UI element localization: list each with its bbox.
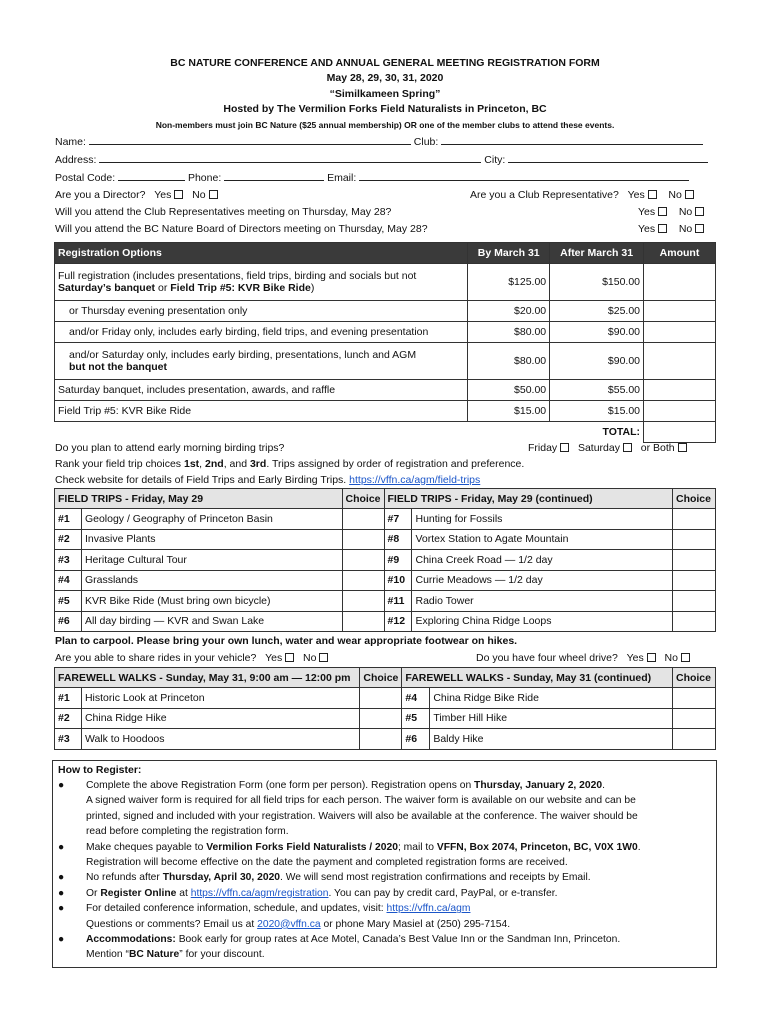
reg-amount-input[interactable] — [644, 264, 716, 301]
walk-code: #5 — [402, 708, 430, 729]
list-item: ● Complete the above Registration Form (one form per person). Registration opens on Thursday, January 2, 2020. A signed waiver form is required for all field trips for each person. The waiver form is available on our website and can be printed, signed and included with your registration. Waivers will also be available at the conference. The waiver should be read before completing the registration form. — [58, 780, 638, 838]
choice-header: Choice — [342, 489, 384, 509]
farewell-right-header: FAREWELL WALKS - Sunday, May 31 (continued) — [402, 668, 673, 688]
reg-option-label — [55, 264, 468, 301]
club-rep-label: Are you a Club Representative? — [470, 189, 619, 201]
both-label: or Both — [640, 442, 675, 454]
reg-option-label: and/or Friday only, includes early birding, field trips, and evening presentation — [55, 322, 468, 343]
walk-name: China Ridge Hike — [81, 708, 359, 729]
share-rides-label: Are you able to share rides in your vehicle? — [55, 652, 257, 664]
fwd-label: Do you have four wheel drive? — [476, 652, 618, 664]
farewell-left-header: FAREWELL WALKS - Sunday, May 31, 9:00 am — 12:00 pm — [55, 668, 360, 688]
walk-code: #6 — [402, 729, 430, 750]
field-trips-link[interactable]: https://vffn.ca/agm/field-trips — [349, 474, 481, 486]
director-question — [55, 189, 218, 201]
reg-amount-input[interactable] — [644, 322, 716, 343]
event-host: Hosted by The Vermilion Forks Field Naturalists in Princeton, BC — [223, 103, 547, 115]
phone-label: Phone: — [187, 172, 222, 184]
name-field[interactable] — [89, 135, 411, 145]
total-label: TOTAL: — [602, 426, 641, 439]
reg-option-bold: Field Trip #5: KVR Bike Ride — [170, 282, 311, 294]
reg-amount-input[interactable] — [644, 301, 716, 322]
reg-price-late: $55.00 — [550, 380, 644, 401]
email-field[interactable] — [359, 171, 689, 181]
no-label: No — [678, 223, 693, 235]
trip-name: KVR Bike Ride (Must bring own bicycle) — [81, 591, 342, 612]
postal-label: Postal Code: — [55, 172, 116, 184]
reg-option-label: Saturday banquet, includes presentation, awards, and raffle — [55, 380, 468, 401]
walk-name: Walk to Hoodoos — [81, 729, 359, 750]
club-rep-meeting-label: Will you attend the Club Representatives meeting on Thursday, May 28? — [55, 206, 392, 218]
reg-price-early: $80.00 — [468, 322, 550, 343]
reg-price-early: $80.00 — [468, 343, 550, 380]
agm-link[interactable]: https://vffn.ca/agm — [386, 903, 471, 915]
yes-label: Yes — [638, 206, 656, 218]
board-meeting-yes-checkbox[interactable] — [658, 224, 667, 233]
yes-label: Yes — [627, 189, 645, 201]
trip-choice-input[interactable] — [672, 611, 715, 632]
walk-name: Baldy Hike — [430, 729, 673, 750]
director-label: Are you a Director? — [55, 189, 146, 201]
rank-text: , — [199, 458, 206, 470]
reg-option-bold: Saturday’s banquet — [58, 282, 156, 294]
walk-choice-input[interactable] — [360, 688, 402, 709]
trip-code: #8 — [384, 529, 412, 550]
reg-price-late: $150.00 — [550, 264, 644, 301]
yes-label: Yes — [638, 223, 656, 235]
club-rep-meeting-no-checkbox[interactable] — [695, 207, 704, 216]
reg-option-text: or — [155, 282, 171, 294]
postal-field[interactable] — [118, 171, 185, 181]
birding-friday-checkbox[interactable] — [560, 443, 569, 452]
rank-instructions — [55, 458, 524, 470]
walk-choice-input[interactable] — [360, 729, 402, 750]
address-label: Address: — [55, 154, 97, 166]
reg-option-label — [55, 343, 468, 380]
reg-price-late: $90.00 — [550, 322, 644, 343]
no-label: No — [303, 652, 317, 664]
trip-code: #11 — [384, 591, 412, 612]
name-row — [55, 135, 703, 148]
table-row — [55, 264, 716, 301]
trip-name: Vortex Station to Agate Mountain — [412, 529, 673, 550]
phone-field[interactable] — [224, 171, 324, 181]
list-item: ● Make cheques payable to Vermilion Forks Field Naturalists / 2020; mail to VFFN, Box 2074, Princeton, BC, V0X 1W0. Registration will become effective on the date the payment and completed registration forms are received. — [58, 841, 641, 869]
board-meeting-options — [638, 223, 704, 235]
bullet-icon: ● — [58, 872, 65, 884]
contact-row — [55, 171, 689, 184]
no-label: No — [678, 206, 693, 218]
walk-code: #3 — [55, 729, 82, 750]
fwd-no-checkbox[interactable] — [681, 653, 690, 662]
club-field[interactable] — [441, 135, 703, 145]
yes-label: Yes — [265, 652, 283, 664]
yes-label: Yes — [154, 189, 172, 201]
list-item: ● Accommodations: Book early for group rates at Ace Motel, Canada’s Best Value Inn or the Sandman Inn, Princeton. Mention “BC Nature” for your discount. — [58, 934, 621, 961]
table-row — [55, 509, 716, 530]
rank-first: 1st — [183, 458, 200, 470]
walk-code: #2 — [55, 708, 82, 729]
choice-header: Choice — [360, 668, 402, 688]
rank-text: Rank your field trip choices — [55, 458, 184, 470]
trip-choice-input[interactable] — [672, 550, 715, 571]
trip-name: China Creek Road — 1/2 day — [412, 550, 673, 571]
reg-price-late: $15.00 — [550, 401, 644, 422]
trip-choice-input[interactable] — [342, 611, 384, 632]
bullet-icon: ● — [58, 887, 65, 899]
table-row — [55, 401, 716, 422]
registration-options-table — [54, 242, 716, 443]
trip-name: Geology / Geography of Princeton Basin — [81, 509, 342, 530]
reg-amount-input[interactable] — [644, 343, 716, 380]
email-label: Email: — [327, 172, 357, 184]
reg-header-late: After March 31 — [550, 243, 644, 264]
birding-question: Do you plan to attend early morning birding trips? — [55, 442, 285, 454]
trip-code: #5 — [55, 591, 82, 612]
table-row — [55, 708, 716, 729]
address-row — [55, 153, 708, 166]
walk-choice-input[interactable] — [672, 729, 715, 750]
trip-choice-input[interactable] — [342, 509, 384, 530]
reg-price-late: $90.00 — [550, 343, 644, 380]
no-label: No — [668, 189, 682, 201]
trip-code: #4 — [55, 570, 82, 591]
reg-price-early: $125.00 — [468, 264, 550, 301]
table-row — [55, 729, 716, 750]
friday-label: Friday — [528, 442, 558, 454]
list-item: ● No refunds after Thursday, April 30, 2020. We will send most registration confirmations and receipts by Email. — [58, 870, 711, 885]
reg-option-label: or Thursday evening presentation only — [55, 301, 468, 322]
field-trips-right-header: FIELD TRIPS - Friday, May 29 (continued) — [384, 489, 672, 509]
trip-code: #7 — [384, 509, 412, 530]
trip-choice-input[interactable] — [672, 509, 715, 530]
event-theme: “Similkameen Spring” — [329, 88, 441, 100]
trip-choice-input[interactable] — [342, 570, 384, 591]
reg-header-options: Registration Options — [55, 243, 468, 264]
reg-price-early: $15.00 — [468, 401, 550, 422]
trip-code: #12 — [384, 611, 412, 632]
club-rep-no-checkbox[interactable] — [685, 190, 694, 199]
walk-choice-input[interactable] — [672, 688, 715, 709]
bullet-icon: ● — [58, 934, 65, 946]
form-title: BC NATURE CONFERENCE AND ANNUAL GENERAL MEETING REGISTRATION FORM — [170, 57, 600, 69]
bullet-icon: ● — [58, 841, 65, 853]
walk-name: China Ridge Bike Ride — [430, 688, 673, 709]
walk-choice-input[interactable] — [672, 708, 715, 729]
club-rep-yes-checkbox[interactable] — [648, 190, 657, 199]
saturday-label: Saturday — [577, 442, 620, 454]
trip-choice-input[interactable] — [342, 591, 384, 612]
share-rides-question — [55, 652, 328, 664]
membership-note: Non-members must join BC Nature ($25 annual membership) OR one of the member clubs to attend these events. — [155, 120, 615, 130]
reg-header-early: By March 31 — [468, 243, 550, 264]
table-row — [55, 301, 716, 322]
address-field[interactable] — [99, 153, 481, 163]
table-row — [55, 550, 716, 571]
walk-name: Historic Look at Princeton — [81, 688, 359, 709]
table-row — [55, 570, 716, 591]
table-row — [55, 591, 716, 612]
club-rep-meeting-options — [638, 206, 704, 218]
trip-choice-input[interactable] — [342, 550, 384, 571]
reg-option-text: Full registration (includes presentations, field trips, birding and socials but not — [58, 270, 417, 282]
trip-choice-input[interactable] — [672, 529, 715, 550]
reg-amount-input[interactable] — [644, 380, 716, 401]
website-note — [55, 474, 480, 486]
table-row — [55, 529, 716, 550]
walk-code: #4 — [402, 688, 430, 709]
walk-choice-input[interactable] — [360, 708, 402, 729]
how-to-register-title: How to Register: — [58, 764, 142, 776]
reg-header-amount: Amount — [644, 243, 716, 264]
share-rides-no-checkbox[interactable] — [319, 653, 328, 662]
club-label: Club: — [413, 136, 439, 148]
trip-name: Grasslands — [81, 570, 342, 591]
name-label: Name: — [55, 136, 86, 148]
trip-name: Exploring China Ridge Loops — [412, 611, 673, 632]
fwd-yes-checkbox[interactable] — [647, 653, 656, 662]
total-row — [55, 422, 716, 443]
share-rides-yes-checkbox[interactable] — [285, 653, 294, 662]
trip-code: #10 — [384, 570, 412, 591]
registration-link[interactable]: https://vffn.ca/agm/registration — [190, 887, 329, 899]
trip-code: #6 — [55, 611, 82, 632]
choice-header: Choice — [672, 489, 715, 509]
reg-option-bold: but not the banquet — [69, 361, 167, 373]
field-trips-table — [54, 488, 716, 632]
city-field[interactable] — [508, 153, 708, 163]
trip-name: Hunting for Fossils — [412, 509, 673, 530]
no-label: No — [664, 652, 678, 664]
trip-name: Heritage Cultural Tour — [81, 550, 342, 571]
four-wheel-drive-question — [476, 652, 690, 664]
director-no-checkbox[interactable] — [209, 190, 218, 199]
birding-both-checkbox[interactable] — [678, 443, 687, 452]
list-item: ● Or Register Online at https://vffn.ca/agm/registration. You can pay by credit card, PayPal, or e-transfer. — [58, 886, 711, 901]
birding-options — [528, 442, 687, 454]
rank-text: , and — [223, 458, 250, 470]
director-yes-checkbox[interactable] — [174, 190, 183, 199]
trip-choice-input[interactable] — [672, 591, 715, 612]
club-rep-meeting-yes-checkbox[interactable] — [658, 207, 667, 216]
trip-name: Radio Tower — [412, 591, 673, 612]
yes-label: Yes — [626, 652, 644, 664]
reg-price-late: $25.00 — [550, 301, 644, 322]
bullet-icon: ● — [58, 780, 65, 791]
rank-text: . Trips assigned by order of registration and preference. — [266, 458, 525, 470]
rank-third: 3rd — [249, 458, 267, 470]
table-row — [55, 611, 716, 632]
email-link[interactable]: 2020@vffn.ca — [257, 918, 321, 930]
bullet-icon: ● — [58, 903, 65, 915]
board-meeting-label: Will you attend the BC Nature Board of Directors meeting on Thursday, May 28? — [55, 223, 428, 235]
trip-code: #9 — [384, 550, 412, 571]
walk-code: #1 — [55, 688, 82, 709]
farewell-walks-table — [54, 667, 716, 750]
trip-choice-input[interactable] — [672, 570, 715, 591]
list-item: ● For detailed conference information, schedule, and updates, visit: https://vffn.ca/agm Questions or comments? Email us at 2020@vffn.ca or phone Mary Masiel at (250) 295-7154. — [58, 903, 511, 930]
trip-name: Currie Meadows — 1/2 day — [412, 570, 673, 591]
birding-saturday-checkbox[interactable] — [623, 443, 632, 452]
trip-name: All day birding — KVR and Swan Lake — [81, 611, 342, 632]
table-row — [55, 380, 716, 401]
event-dates: May 28, 29, 30, 31, 2020 — [326, 72, 444, 84]
club-rep-question — [470, 189, 694, 201]
trip-code: #3 — [55, 550, 82, 571]
total-amount-input[interactable] — [644, 422, 716, 443]
table-row — [55, 343, 716, 380]
table-row — [55, 322, 716, 343]
reg-price-early: $50.00 — [468, 380, 550, 401]
table-row — [55, 688, 716, 709]
trip-code: #2 — [55, 529, 82, 550]
how-to-register-box — [52, 760, 717, 968]
no-label: No — [192, 189, 206, 201]
reg-option-label: Field Trip #5: KVR Bike Ride — [55, 401, 468, 422]
rank-second: 2nd — [205, 458, 224, 470]
trip-choice-input[interactable] — [342, 529, 384, 550]
carpool-note: Plan to carpool. Please bring your own lunch, water and wear appropriate footwear on hikes. — [55, 635, 518, 647]
choice-header: Choice — [672, 668, 715, 688]
field-trips-left-header: FIELD TRIPS - Friday, May 29 — [55, 489, 343, 509]
how-to-register-list — [58, 778, 711, 963]
board-meeting-no-checkbox[interactable] — [695, 224, 704, 233]
reg-option-text: ) — [310, 282, 315, 294]
reg-price-early: $20.00 — [468, 301, 550, 322]
reg-option-text: and/or Saturday only, includes early birding, presentations, lunch and AGM — [69, 349, 417, 361]
website-text: Check website for details of Field Trips and Early Birding Trips. — [55, 474, 347, 486]
trip-name: Invasive Plants — [81, 529, 342, 550]
walk-name: Timber Hill Hike — [430, 708, 673, 729]
city-label: City: — [484, 154, 506, 166]
trip-code: #1 — [55, 509, 82, 530]
reg-amount-input[interactable] — [644, 401, 716, 422]
